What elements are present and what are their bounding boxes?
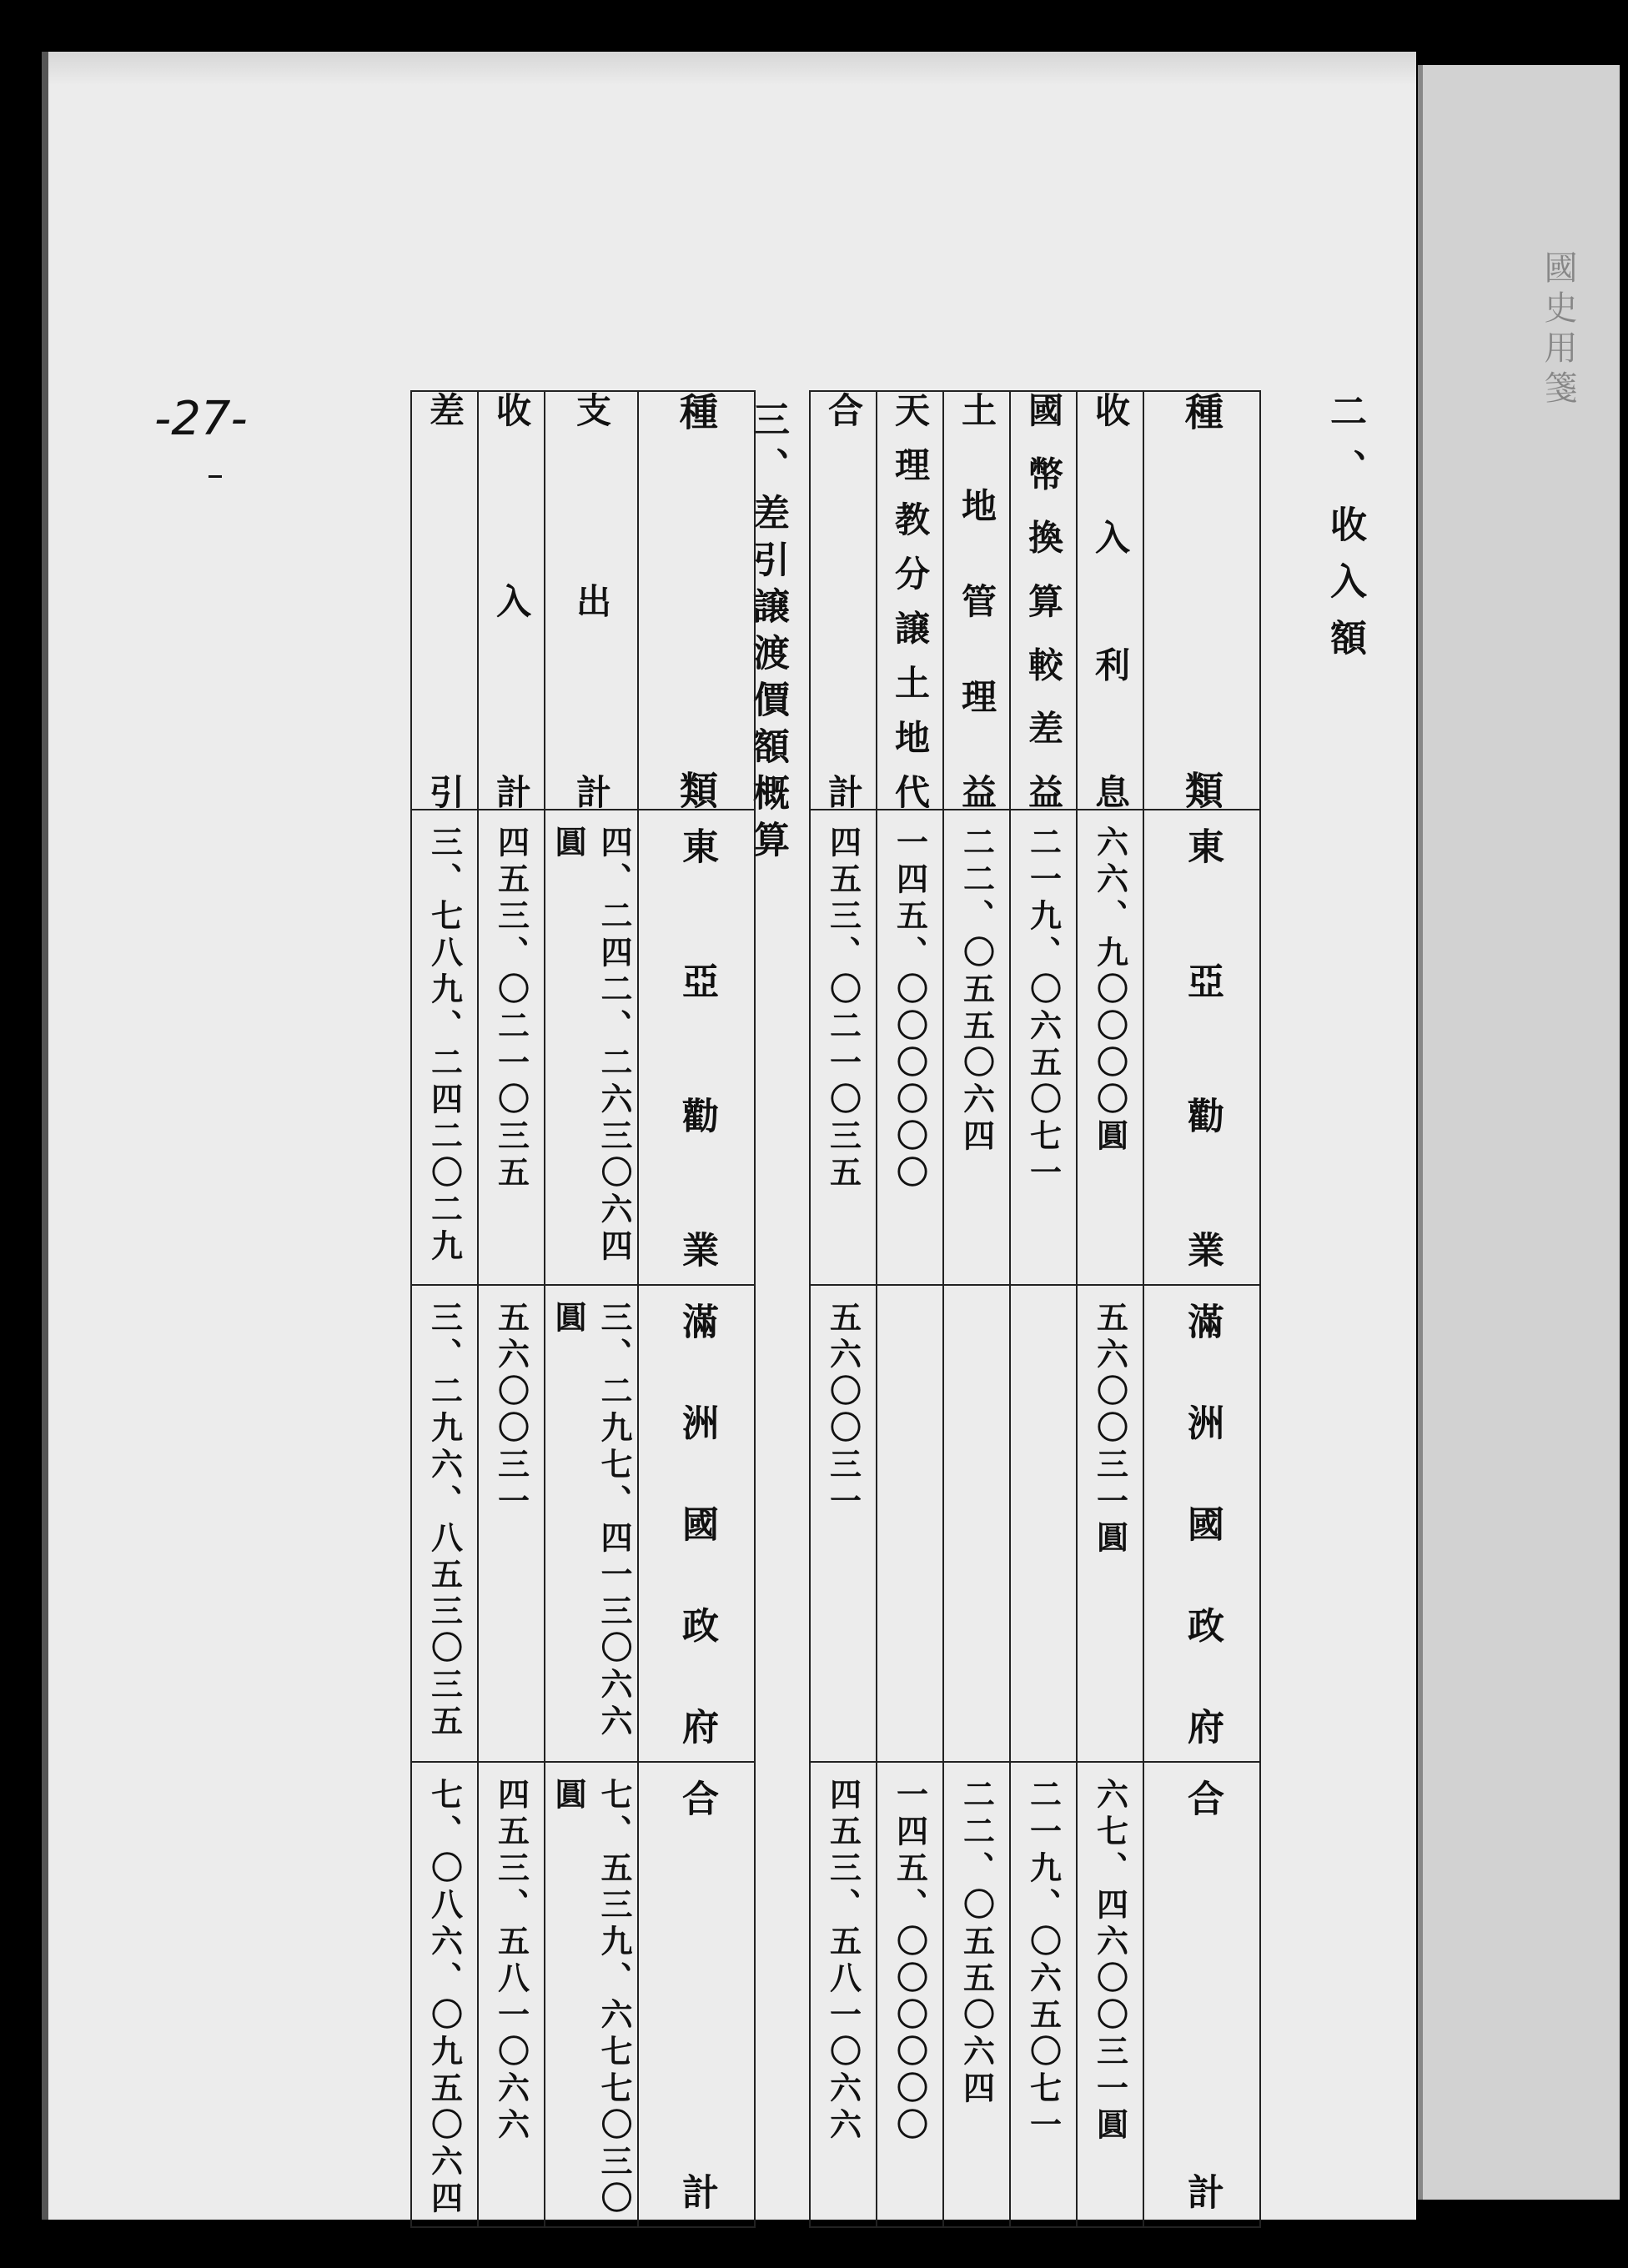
table-row	[1143, 391, 1260, 2227]
cell	[943, 1285, 1010, 1762]
cell: 六七、四六〇〇三一圓	[1077, 1762, 1143, 2227]
row-label: 收入利息	[1077, 391, 1143, 810]
page-mark	[209, 475, 222, 478]
table-row	[943, 391, 1010, 2227]
row-label: 差引	[411, 391, 478, 810]
header-col3: 合計	[638, 1762, 755, 2227]
table-row	[1010, 391, 1077, 2227]
cell: 四五三、五八一〇六六	[810, 1762, 877, 2227]
header-col3: 合計	[1143, 1762, 1260, 2227]
cell: 三、七八九、二四二〇二九	[411, 810, 478, 1285]
cell: 七、〇八六、〇九五〇六四	[411, 1762, 478, 2227]
cell: 四五三、〇二一〇三五	[810, 810, 877, 1285]
cell: 一四五、〇〇〇〇〇〇	[877, 810, 943, 1285]
cell: 二二、〇五五〇六四	[943, 810, 1010, 1285]
header-label: 種類	[1143, 391, 1260, 810]
table-row	[478, 391, 545, 2227]
header-col2: 滿洲國政府	[638, 1285, 755, 1762]
balance-table	[410, 390, 756, 2228]
cell: 二一九、〇六五〇七一	[1010, 1762, 1077, 2227]
table-row	[877, 391, 943, 2227]
row-label: 收入計	[478, 391, 545, 810]
cell: 四五三、〇二一〇三五	[478, 810, 545, 1285]
cell: 三、二九六、八五三〇三五	[411, 1285, 478, 1762]
cell: 四、二四二、二六三〇六四圓	[545, 810, 638, 1285]
table-row	[545, 391, 638, 2227]
header-col1: 東亞勸業	[1143, 810, 1260, 1285]
section-title-balance: 三、差引譲渡價額概算	[746, 400, 789, 867]
row-label: 天理教分譲土地代	[877, 391, 943, 810]
row-label: 支出計	[545, 391, 638, 810]
page-number: -27-	[154, 392, 248, 446]
cell: 一四五、〇〇〇〇〇〇	[877, 1762, 943, 2227]
table-row	[411, 391, 478, 2227]
row-label: 土地管理益	[943, 391, 1010, 810]
cell: 六六、九〇〇〇〇圓	[1077, 810, 1143, 1285]
adjacent-page-text: 國史用箋	[1539, 250, 1577, 410]
header-col1: 東亞勸業	[638, 810, 755, 1285]
cell: 五六〇〇三一	[478, 1285, 545, 1762]
income-table	[809, 390, 1261, 2228]
cell: 二一九、〇六五〇七一	[1010, 810, 1077, 1285]
cell: 七、五三九、六七七〇三〇圓	[545, 1762, 638, 2227]
cell: 五六〇〇三一	[810, 1285, 877, 1762]
adjacent-page-edge	[1418, 65, 1620, 2200]
header-label: 種類	[638, 391, 755, 810]
cell: 五六〇〇三一圓	[1077, 1285, 1143, 1762]
table-row	[638, 391, 755, 2227]
row-label: 國幣換算較差益	[1010, 391, 1077, 810]
cell: 二二、〇五五〇六四	[943, 1762, 1010, 2227]
section-title-income: 二、收入額	[1324, 392, 1366, 675]
header-col2: 滿洲國政府	[1143, 1285, 1260, 1762]
table-row	[1077, 391, 1143, 2227]
cell	[877, 1285, 943, 1762]
cell: 四五三、五八一〇六六	[478, 1762, 545, 2227]
cell	[1010, 1285, 1077, 1762]
row-label: 合計	[810, 391, 877, 810]
cell: 三、二九七、四一三〇六六圓	[545, 1285, 638, 1762]
table-row	[810, 391, 877, 2227]
